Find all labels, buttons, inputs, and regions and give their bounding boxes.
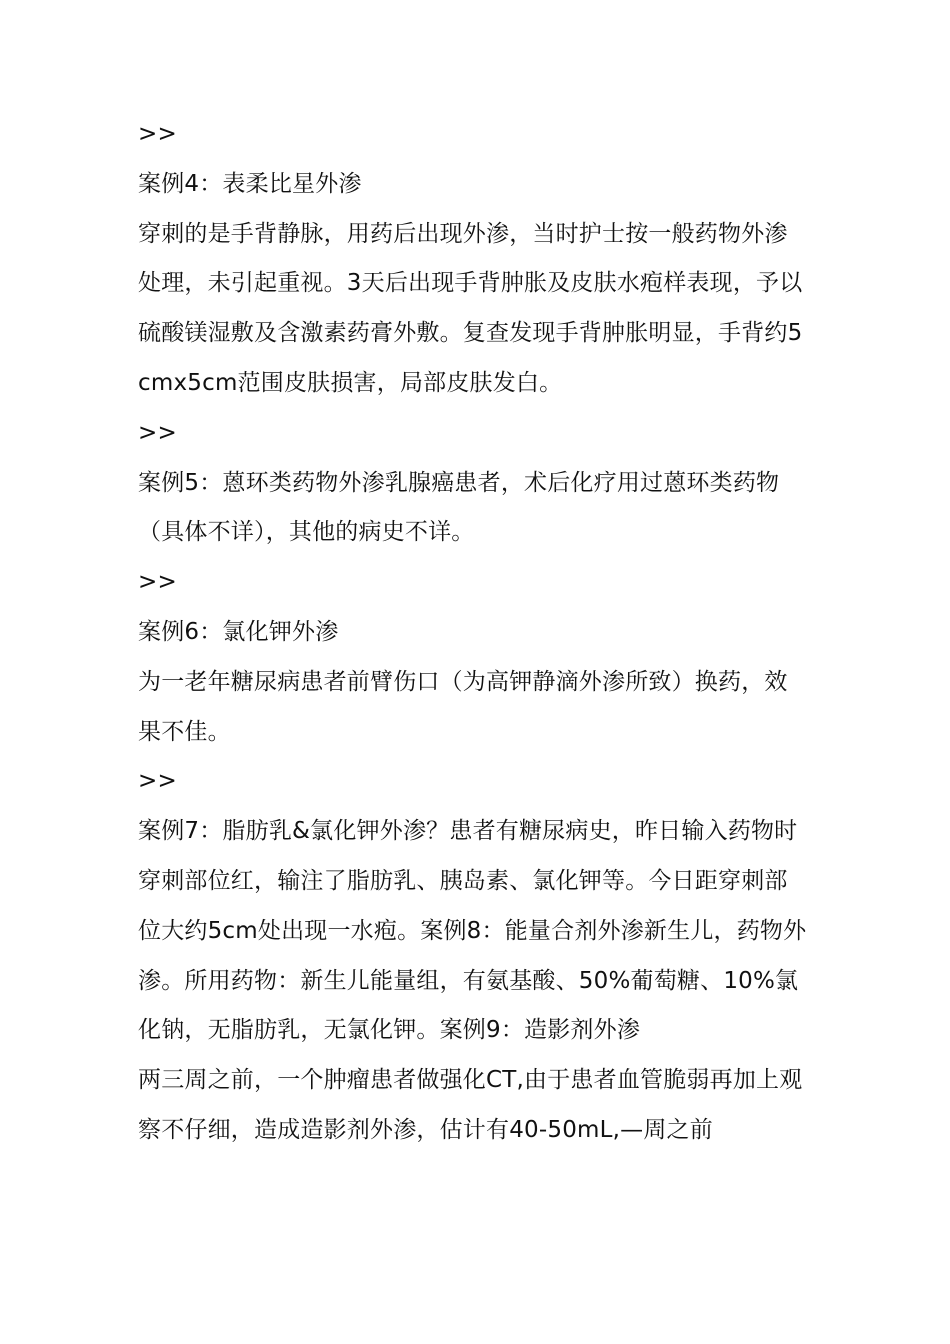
case-9-description: 两三周之前，一个肿瘤患者做强化CT,由于患者血管脆弱再加上观察不仔细，造成造影剂外渗，估计有40-50mL,—周之前 [138,1067,803,1143]
case-5-paragraph: 案例5：蒽环类药物外渗乳腺癌患者，术后化疗用过蒽环类药物（具体不详），其他的病史不详。 [138,469,780,546]
section-marker: >> [138,121,177,147]
case-4-heading: 案例4：表柔比星外渗 [138,170,362,197]
section-marker: >> [138,569,177,596]
section-marker: >> [138,768,177,795]
case-7-8-9-paragraph: 案例7：脂肪乳&氯化钾外渗？患者有糖尿病史，昨日输入药物时穿刺部位红，输注了脂肪乳、胰岛素、氯化钾等。今日距穿刺部位大约5cm处出现一水疱。案例8：能量合剂外渗新生儿，药物外渗。所用药物：新生儿能量组，有氨基酸、50%葡萄糖、10%氯化钠，无脂肪乳，无氯化钾。案例9：造影剂外渗 [138,818,807,1044]
case-4-description: 穿刺的是手背静脉，用药后出现外渗，当时护士按一般药物外渗处理，未引起重视。3天后出现手背肿胀及皮肤水疱样表现，予以硫酸镁湿敷及含激素药膏外敷。复查发现手背肿胀明显，手背约5cmx5cm范围皮肤损害，局部皮肤发白。 [138,220,803,396]
document-body [138,110,810,1156]
section-marker: >> [138,419,177,446]
case-6-heading: 案例6：氯化钾外渗 [138,618,339,645]
case-6-description: 为一老年糖尿病患者前臂伤口（为高钾静滴外渗所致）换药，效果不佳。 [138,668,788,745]
